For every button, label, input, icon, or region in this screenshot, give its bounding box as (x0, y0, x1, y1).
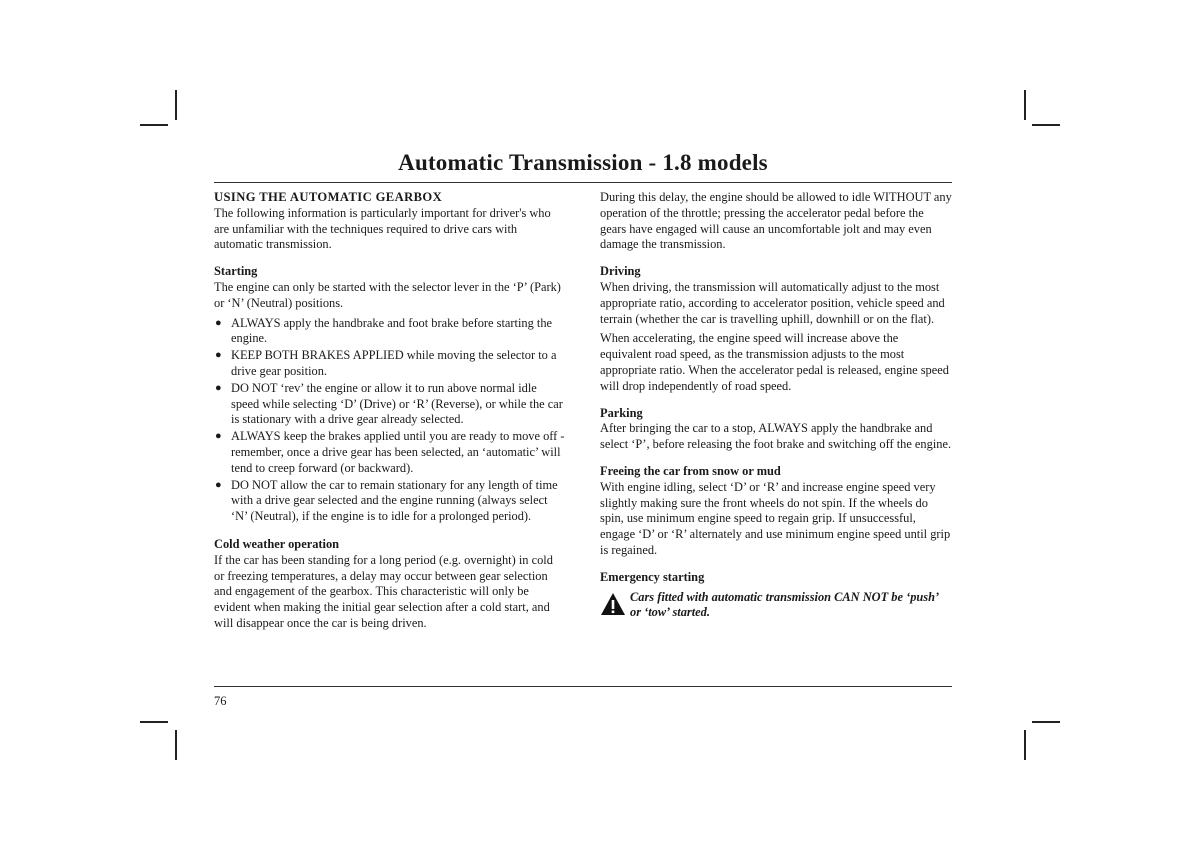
list-item: ● ALWAYS keep the brakes applied until you are ready to move off - remember, once a drive gear has been selected, an ‘automatic’ will tend to creep forward (or backward). (215, 429, 565, 475)
bullet-icon: ● (215, 349, 222, 362)
crop-mark (175, 90, 177, 120)
parking-text: After bringing the car to a stop, ALWAYS apply the handbrake and select ‘P’, before releasing the foot brake and switching off the engine. (600, 421, 952, 452)
starting-heading: Starting (214, 264, 258, 279)
page-title: Automatic Transmission - 1.8 models (398, 150, 768, 175)
list-item: ● ALWAYS apply the handbrake and foot brake before starting the engine. (215, 315, 553, 346)
crop-mark (175, 730, 177, 760)
bullet-icon: ● (215, 478, 222, 491)
cold-weather-heading: Cold weather operation (214, 536, 340, 551)
crop-mark (1024, 730, 1026, 760)
accelerating-text: When accelerating, the engine speed will increase above the equivalent road speed, as the transmission adjusts to the most appropriate ratio. When the accelerator pedal is released, engine speed will drop independently of road speed. (600, 331, 949, 393)
starting-text: The engine can only be started with the selector lever in the ‘P’ (Park) or ‘N’ (Neutral) positions. (214, 279, 561, 310)
freeing-text: With engine idling, select ‘D’ or ‘R’ and increase engine speed very slightly making sure the front wheels do not spin. If the wheels do spin, use minimum engine speed to regain grip. If unsuccessful, engage ‘D’ or ‘R’ alternately and use minimum engine speed until grip is regained. (600, 479, 951, 557)
bullet-icon: ● (215, 430, 222, 443)
emergency-heading: Emergency starting (600, 569, 705, 584)
left-column (214, 190, 566, 632)
footer-rule (214, 686, 952, 687)
title-rule (214, 182, 952, 183)
crop-mark (1024, 90, 1026, 120)
driving-heading: Driving (600, 264, 641, 279)
right-column (600, 190, 952, 621)
bullet-icon: ● (215, 381, 222, 394)
warning-note (600, 590, 952, 622)
delay-text: During this delay, the engine should be allowed to idle WITHOUT any operation of the throttle; pressing the accelerator pedal before the gears have engaged will cause an uncomfortable jolt and may even damage the transmission. (600, 190, 952, 252)
bullet-icon: ● (215, 316, 222, 329)
list-item: ● KEEP BOTH BRAKES APPLIED while moving the selector to a drive gear position. (215, 348, 557, 378)
list-item: ● DO NOT ‘rev’ the engine or allow it to run above normal idle speed while selecting ‘D’ (Drive) or ‘R’ (Reverse), or while the car is stationary with a drive gear already selected. (215, 380, 563, 427)
starting-bullets (214, 316, 566, 525)
crop-mark (140, 124, 168, 126)
section-heading: USING THE AUTOMATIC GEARBOX (214, 190, 443, 204)
intro-text: The following information is particularly important for driver's who are unfamiliar with the techniques required to drive cars with automatic transmission. (214, 205, 551, 252)
list-item: ● DO NOT allow the car to remain stationary for any length of time with a drive gear selected and the engine running (always select ‘N’ (Neutral), if the engine is to idle for a prolonged period). (215, 477, 558, 524)
driving-text: When driving, the transmission will automatically adjust to the most appropriate ratio, according to accelerator position, vehicle speed and terrain (whether the car is travelling uphill, downhill or on the flat). (600, 279, 945, 326)
warning-icon (600, 592, 626, 616)
crop-mark (1032, 721, 1060, 723)
warning-text: Cars fitted with automatic transmission CAN NOT be ‘push’ or ‘tow’ started. (630, 589, 939, 620)
crop-mark (140, 721, 168, 723)
cold-weather-text: If the car has been standing for a long period (e.g. overnight) in cold or freezing temperatures, a delay may occur between gear selection and engagement of the gearbox. This characteristic will only be evident when making the initial gear selection after a cold start, and will disappear once the car is being driven. (214, 552, 553, 630)
freeing-heading: Freeing the car from snow or mud (600, 463, 781, 478)
parking-heading: Parking (600, 405, 643, 420)
crop-mark (1032, 124, 1060, 126)
page-number: 76 (214, 694, 227, 708)
